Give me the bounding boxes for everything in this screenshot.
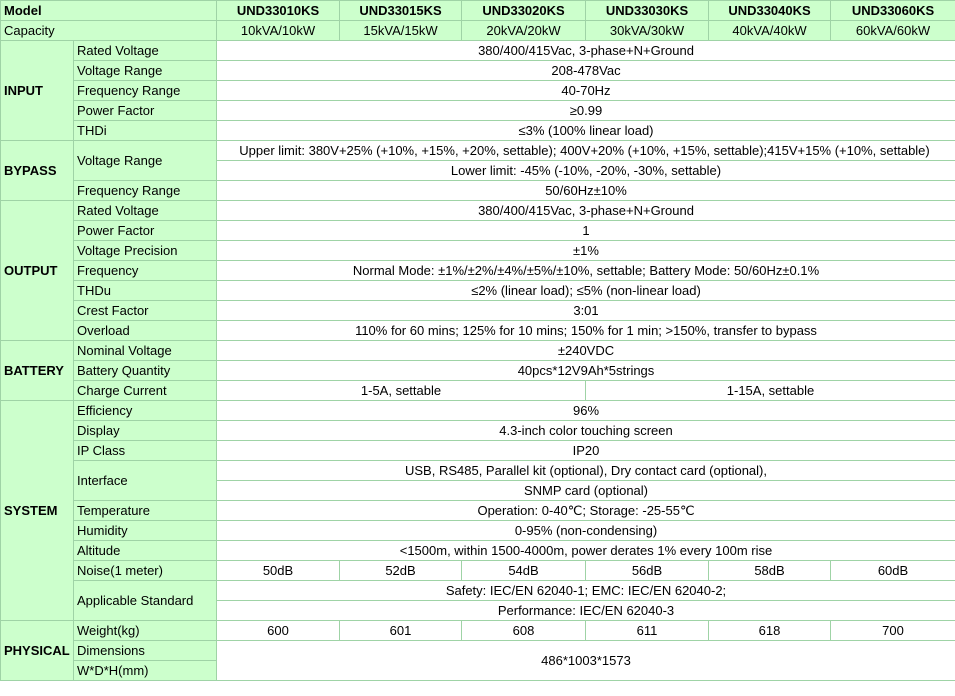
spec-value: 1	[217, 221, 955, 241]
spec-row	[1, 121, 955, 141]
spec-label: THDi	[74, 121, 217, 141]
spec-value: 380/400/415Vac, 3-phase+N+Ground	[217, 201, 955, 221]
spec-value: 3:01	[217, 301, 955, 321]
noise-value: 56dB	[586, 561, 709, 581]
bypass-lower-limit: Lower limit: -45% (-10%, -20%, -30%, settable)	[217, 161, 955, 181]
section-input: INPUT	[1, 41, 74, 141]
spec-label: Power Factor	[74, 221, 217, 241]
spec-row	[1, 201, 955, 221]
spec-value: 380/400/415Vac, 3-phase+N+Ground	[217, 41, 955, 61]
spec-value: ≤2% (linear load); ≤5% (non-linear load)	[217, 281, 955, 301]
spec-value: 40-70Hz	[217, 81, 955, 101]
spec-value: ≥0.99	[217, 101, 955, 121]
spec-row	[1, 401, 955, 421]
spec-label: Power Factor	[74, 101, 217, 121]
section-system: SYSTEM	[1, 401, 74, 621]
spec-label: Charge Current	[74, 381, 217, 401]
spec-value: Performance: IEC/EN 62040-3	[217, 601, 955, 621]
spec-row	[1, 81, 955, 101]
model-name: UND33020KS	[462, 1, 586, 21]
spec-label: Battery Quantity	[74, 361, 217, 381]
spec-row	[1, 361, 955, 381]
spec-label: Overload	[74, 321, 217, 341]
spec-value: <1500m, within 1500-4000m, power derates 1% every 100m rise	[217, 541, 955, 561]
spec-label: Efficiency	[74, 401, 217, 421]
noise-value: 54dB	[462, 561, 586, 581]
weight-value: 608	[462, 621, 586, 641]
spec-value: 0-95% (non-condensing)	[217, 521, 955, 541]
spec-row	[1, 61, 955, 81]
capacity-row	[1, 21, 955, 41]
spec-row	[1, 261, 955, 281]
spec-row	[1, 381, 955, 401]
spec-value: ±1%	[217, 241, 955, 261]
spec-label: W*D*H(mm)	[74, 661, 217, 681]
spec-label: Humidity	[74, 521, 217, 541]
spec-row	[1, 281, 955, 301]
section-output: OUTPUT	[1, 201, 74, 341]
spec-value: 1-15A, settable	[586, 381, 955, 401]
spec-label: Frequency Range	[74, 81, 217, 101]
spec-label: Rated Voltage	[74, 41, 217, 61]
spec-value: 40pcs*12V9Ah*5strings	[217, 361, 955, 381]
spec-row	[1, 181, 955, 201]
bypass-upper-limit: Upper limit: 380V+25% (+10%, +15%, +20%, settable); 400V+20% (+10%, +15%, settable);415V+15% (+10%, settable)	[217, 141, 955, 161]
capacity-value: 15kVA/15kW	[340, 21, 462, 41]
model-name: UND33040KS	[709, 1, 831, 21]
spec-value: 96%	[217, 401, 955, 421]
spec-label: Interface	[74, 461, 217, 501]
weight-value: 601	[340, 621, 462, 641]
spec-row	[1, 501, 955, 521]
spec-row	[1, 581, 955, 601]
spec-row	[1, 341, 955, 361]
weight-value: 618	[709, 621, 831, 641]
spec-row	[1, 141, 955, 161]
spec-row	[1, 241, 955, 261]
model-name: UND33010KS	[217, 1, 340, 21]
spec-label: Display	[74, 421, 217, 441]
section-physical: PHYSICAL	[1, 621, 74, 681]
capacity-value: 60kVA/60kW	[831, 21, 955, 41]
spec-label: Nominal Voltage	[74, 341, 217, 361]
model-name: UND33015KS	[340, 1, 462, 21]
spec-row	[1, 321, 955, 341]
spec-value: 4.3-inch color touching screen	[217, 421, 955, 441]
spec-label: Voltage Range	[74, 141, 217, 181]
spec-value: 110% for 60 mins; 125% for 10 mins; 150% for 1 min; >150%, transfer to bypass	[217, 321, 955, 341]
spec-value: ±240VDC	[217, 341, 955, 361]
capacity-value: 30kVA/30kW	[586, 21, 709, 41]
spec-value: Operation: 0-40℃; Storage: -25-55℃	[217, 501, 955, 521]
model-row	[1, 1, 955, 21]
spec-value: 208-478Vac	[217, 61, 955, 81]
spec-row	[1, 41, 955, 61]
capacity-label: Capacity	[1, 21, 217, 41]
noise-value: 58dB	[709, 561, 831, 581]
spec-label: Altitude	[74, 541, 217, 561]
noise-value: 60dB	[831, 561, 955, 581]
model-name: UND33060KS	[831, 1, 955, 21]
spec-row	[1, 561, 955, 581]
capacity-value: 20kVA/20kW	[462, 21, 586, 41]
spec-label: Noise(1 meter)	[74, 561, 217, 581]
spec-label: Dimensions	[74, 641, 217, 661]
spec-label: Temperature	[74, 501, 217, 521]
spec-value: 1-5A, settable	[217, 381, 586, 401]
spec-value: 50/60Hz±10%	[217, 181, 955, 201]
spec-label: Crest Factor	[74, 301, 217, 321]
spec-label: IP Class	[74, 441, 217, 461]
weight-value: 700	[831, 621, 955, 641]
spec-label: Applicable Standard	[74, 581, 217, 621]
spec-value: Normal Mode: ±1%/±2%/±4%/±5%/±10%, settable; Battery Mode: 50/60Hz±0.1%	[217, 261, 955, 281]
spec-row	[1, 641, 955, 661]
section-bypass: BYPASS	[1, 141, 74, 201]
model-name: UND33030KS	[586, 1, 709, 21]
spec-label: Rated Voltage	[74, 201, 217, 221]
model-label: Model	[1, 1, 217, 21]
spec-value: 486*1003*1573	[217, 641, 955, 681]
spec-row	[1, 221, 955, 241]
capacity-value: 40kVA/40kW	[709, 21, 831, 41]
spec-row	[1, 621, 955, 641]
spec-value: USB, RS485, Parallel kit (optional), Dry contact card (optional),	[217, 461, 955, 481]
spec-row	[1, 521, 955, 541]
spec-row	[1, 301, 955, 321]
spec-label: Frequency Range	[74, 181, 217, 201]
spec-label: Voltage Precision	[74, 241, 217, 261]
spec-row	[1, 441, 955, 461]
noise-value: 52dB	[340, 561, 462, 581]
spec-row	[1, 101, 955, 121]
weight-value: 611	[586, 621, 709, 641]
spec-row	[1, 461, 955, 481]
capacity-value: 10kVA/10kW	[217, 21, 340, 41]
spec-value: ≤3% (100% linear load)	[217, 121, 955, 141]
spec-label: Frequency	[74, 261, 217, 281]
spec-value: Safety: IEC/EN 62040-1; EMC: IEC/EN 62040-2;	[217, 581, 955, 601]
spec-label: Voltage Range	[74, 61, 217, 81]
spec-label: Weight(kg)	[74, 621, 217, 641]
spec-label: THDu	[74, 281, 217, 301]
weight-value: 600	[217, 621, 340, 641]
spec-row	[1, 421, 955, 441]
section-battery: BATTERY	[1, 341, 74, 401]
spec-row	[1, 541, 955, 561]
spec-value: SNMP card (optional)	[217, 481, 955, 501]
spec-value: IP20	[217, 441, 955, 461]
noise-value: 50dB	[217, 561, 340, 581]
